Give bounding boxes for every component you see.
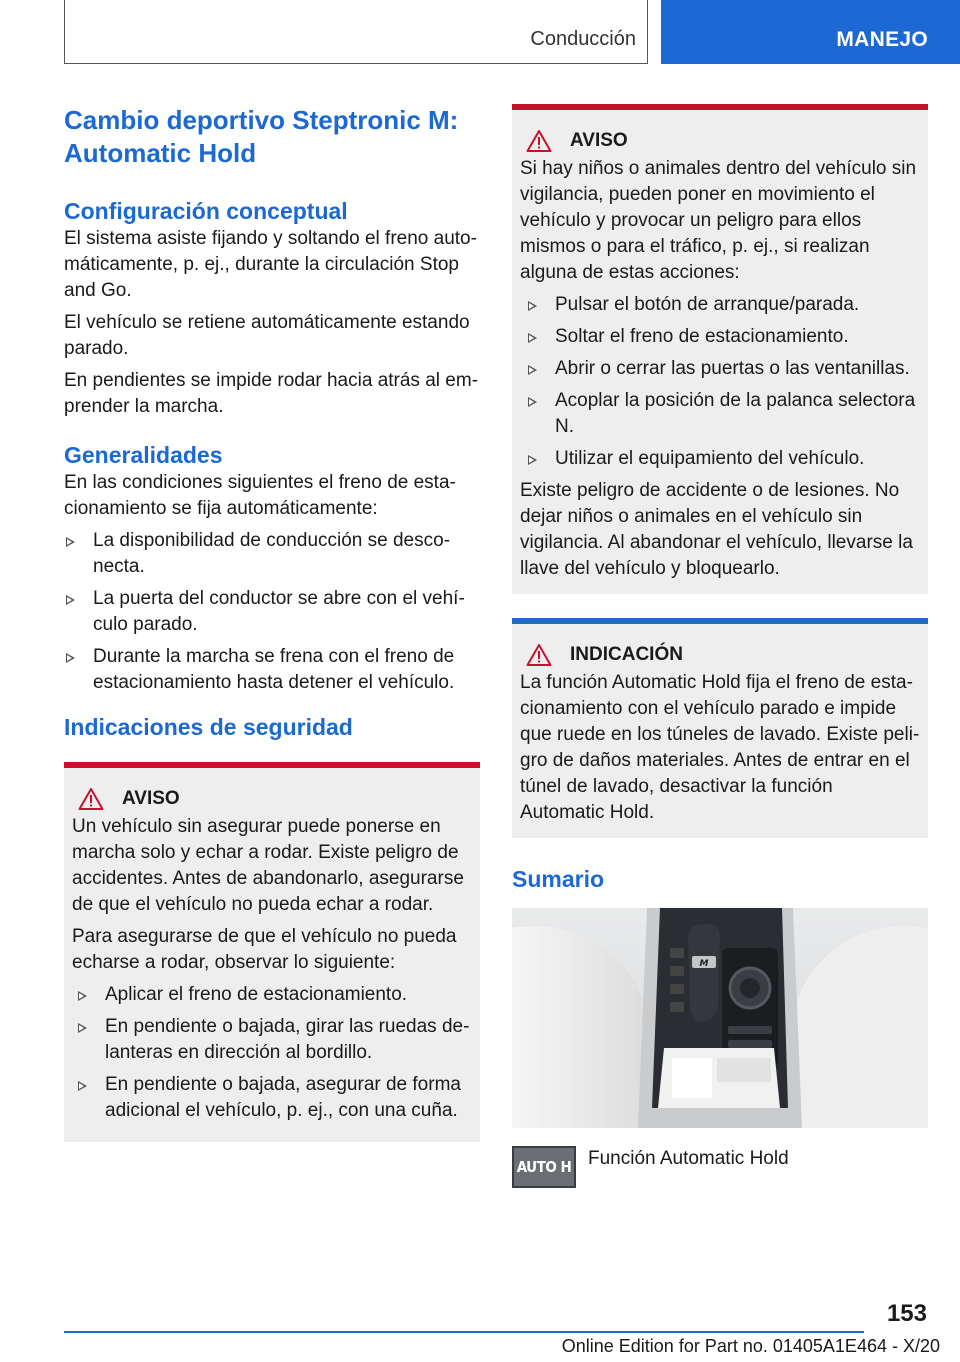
paragraph: En las condiciones siguientes el freno de estacionamiento se fija automáticamente: bbox=[64, 472, 456, 519]
paragraph: El vehículo se retiene automáticamente estando parado. bbox=[64, 312, 470, 359]
paragraph: El sistema asiste fijando y soltando el freno automáticamente, p. ej., durante la circulación Stop and Go. bbox=[64, 228, 477, 301]
paragraph: Para asegurarse de que el vehículo no pueda echarse a rodar, observar lo siguiente: bbox=[72, 926, 457, 973]
triangle-bullet-icon bbox=[78, 1023, 87, 1033]
right-column bbox=[512, 104, 928, 1188]
section-heading-concept: Configuración conceptual bbox=[64, 198, 348, 224]
footer-edition: Online Edition for Part no. 01405A1E464 - X/20 bbox=[561, 1336, 940, 1356]
triangle-bullet-icon bbox=[78, 1081, 87, 1091]
list-item: Abrir o cerrar las puertas o las ventanillas. bbox=[526, 356, 920, 382]
triangle-bullet-icon bbox=[528, 333, 537, 343]
paragraph: Un vehículo sin asegurar puede ponerse en marcha solo y echar a rodar. Existe peligro de accidentes. Antes de abandonarlo, asegurarse de que el vehículo no pueda echar a rodar. bbox=[72, 816, 464, 915]
list-item: Pulsar el botón de arranque/parada. bbox=[526, 292, 920, 318]
page-title: Cambio deportivo Steptronic M: Automatic Hold bbox=[64, 105, 459, 168]
triangle-bullet-icon bbox=[528, 397, 537, 407]
warning-triangle-icon bbox=[526, 643, 552, 667]
left-column bbox=[64, 104, 480, 1142]
section-heading-summary: Sumario bbox=[512, 866, 605, 892]
section-heading-safety: Indicaciones de seguridad bbox=[64, 714, 353, 740]
list-item: Acoplar la posición de la palanca selectora N. bbox=[526, 388, 920, 440]
paragraph: Existe peligro de accidente o de lesiones. No dejar niños o animales en el vehículo sin vigilancia. Al abandonar el vehículo, llevarse la llave del vehículo y bloquearlo. bbox=[520, 480, 913, 579]
triangle-bullet-icon bbox=[528, 301, 537, 311]
list-item: En pendiente o bajada, asegurar de forma adicional el vehículo, p. ej., con una cuña. bbox=[76, 1072, 472, 1124]
list-item: Aplicar el freno de estacionamiento. bbox=[76, 982, 472, 1008]
console-m-badge: M bbox=[699, 959, 709, 969]
notice-title: INDICACIÓN bbox=[520, 642, 920, 668]
autoh-row bbox=[512, 1146, 928, 1188]
warning-box bbox=[512, 104, 928, 594]
auto-h-icon: AUTO H bbox=[512, 1146, 576, 1188]
footer-divider bbox=[64, 1331, 864, 1333]
conditions-list bbox=[64, 528, 480, 696]
paragraph: Si hay niños o animales dentro del vehículo sin vigilancia, pueden poner en movimiento el vehículo y provocar un peligro para ellos mismos o para el tráfico, p. ej., si realizan alguna de estas acciones: bbox=[520, 158, 917, 283]
list-item: Soltar el freno de estacionamiento. bbox=[526, 324, 920, 350]
autoh-label: Función Automatic Hold bbox=[588, 1148, 789, 1169]
list-item: La puerta del conductor se abre con el vehículo parado. bbox=[64, 586, 480, 638]
triangle-bullet-icon bbox=[66, 595, 75, 605]
section-heading-general: Generalidades bbox=[64, 442, 223, 468]
list-item: Durante la marcha se frena con el freno de estacionamiento hasta detener el vehículo. bbox=[64, 644, 480, 696]
header-chapter-tab[interactable] bbox=[661, 0, 960, 64]
triangle-bullet-icon bbox=[78, 991, 87, 1001]
header-section-title: Conducción bbox=[530, 28, 636, 50]
paragraph: La función Automatic Hold fija el freno de estacionamiento con el vehículo parado e impide que ruede en los túneles de lavado. Existe peligro de daños materiales. Antes de entrar en el túnel de lavado, desactivar la función Automatic Hold. bbox=[520, 672, 920, 823]
list-item: Utilizar el equipamiento del vehículo. bbox=[526, 446, 920, 472]
triangle-bullet-icon bbox=[528, 455, 537, 465]
warning-list bbox=[76, 982, 472, 1124]
warning-triangle-icon bbox=[526, 129, 552, 153]
warning-list bbox=[526, 292, 920, 472]
warning-title: AVISO bbox=[520, 128, 920, 154]
center-console-image bbox=[512, 908, 928, 1128]
list-item: La disponibilidad de conducción se desconecta. bbox=[64, 528, 480, 580]
triangle-bullet-icon bbox=[66, 653, 75, 663]
paragraph: En pendientes se impide rodar hacia atrás al emprender la marcha. bbox=[64, 370, 479, 417]
warning-box bbox=[64, 762, 480, 1142]
notice-box bbox=[512, 618, 928, 838]
triangle-bullet-icon bbox=[528, 365, 537, 375]
warning-triangle-icon bbox=[78, 787, 104, 811]
list-item: En pendiente o bajada, girar las ruedas delanteras en dirección al bordillo. bbox=[76, 1014, 472, 1066]
triangle-bullet-icon bbox=[66, 537, 75, 547]
warning-title: AVISO bbox=[72, 786, 472, 812]
header-chapter-label: MANEJO bbox=[836, 28, 928, 51]
page-number: 153 bbox=[886, 1300, 927, 1327]
